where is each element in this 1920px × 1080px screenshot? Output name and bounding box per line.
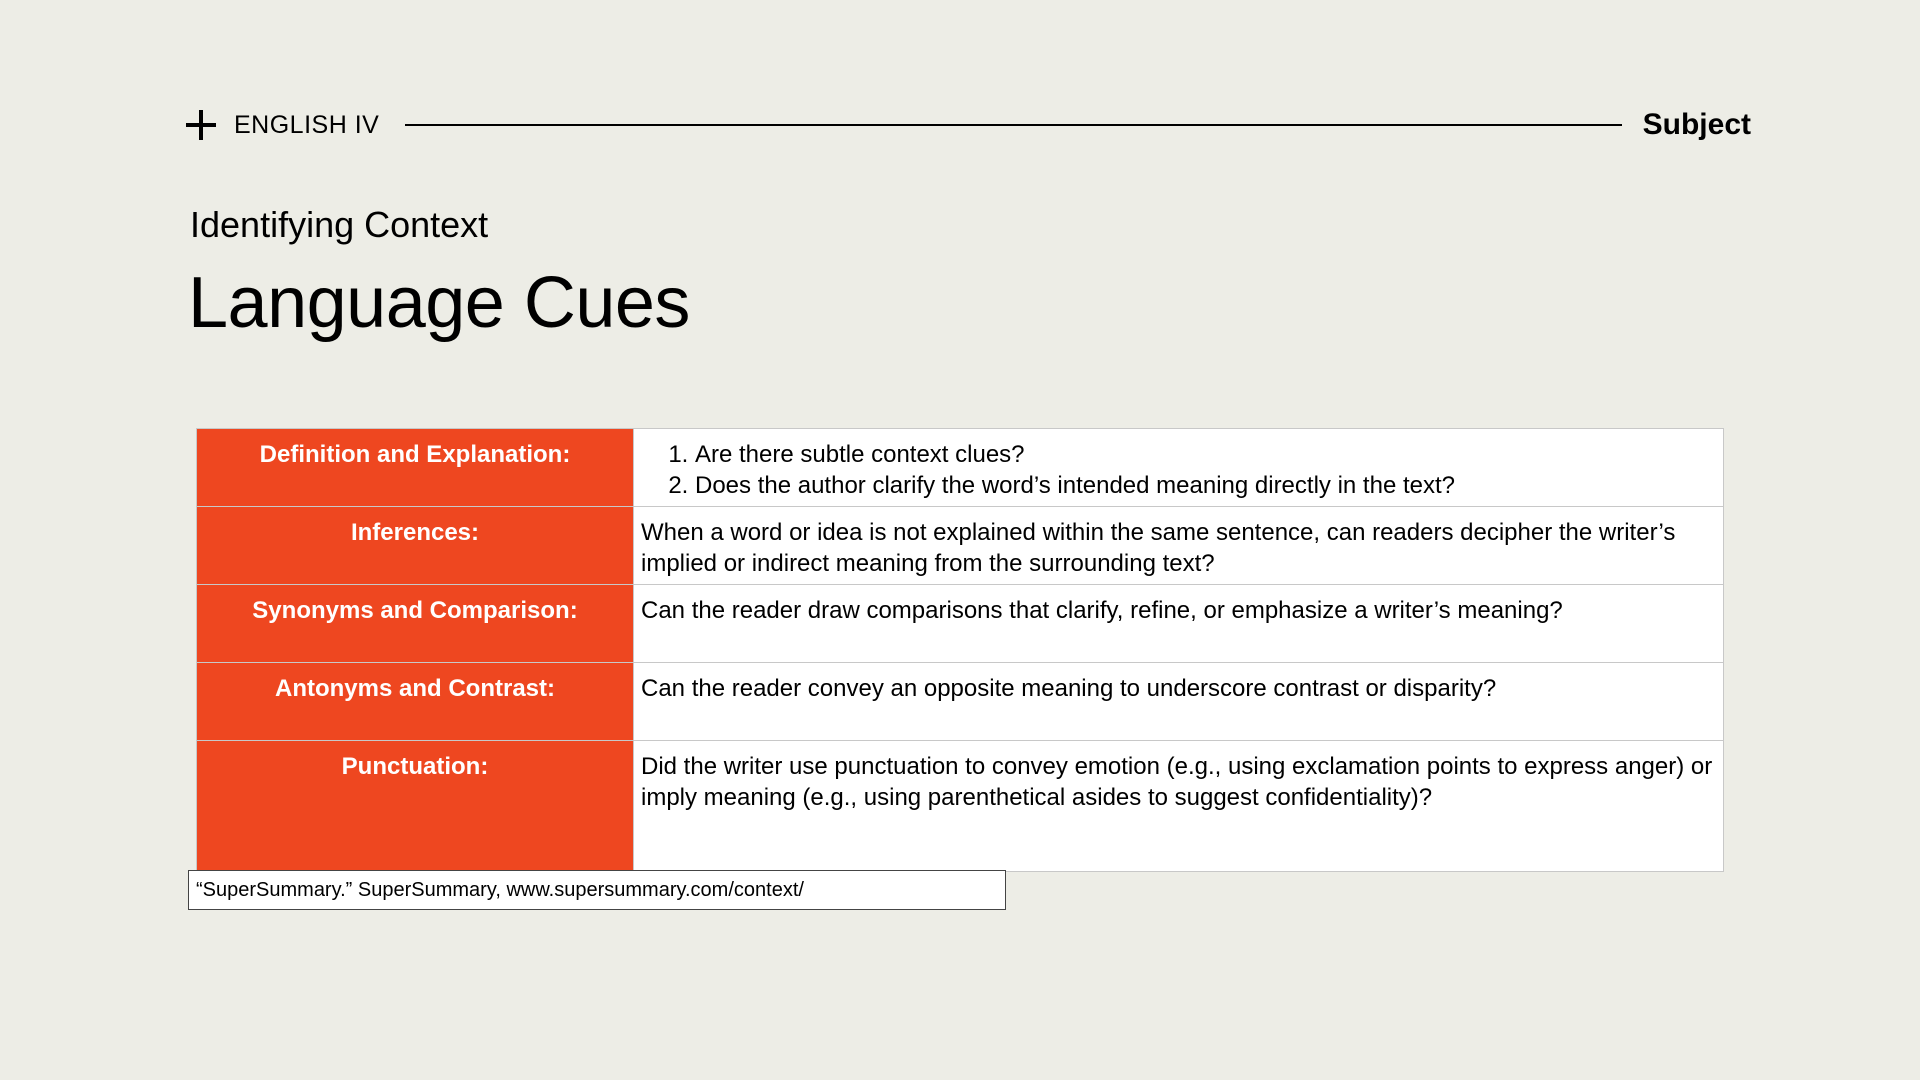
table-row [197, 507, 1724, 585]
table-row [197, 741, 1724, 872]
row-label: Synonyms and Comparison: [197, 585, 634, 663]
row-description: Did the writer use punctuation to convey emotion (e.g., using exclamation points to express anger) or imply meaning (e.g., using parenthetical asides to suggest confidentiality)? [634, 741, 1724, 872]
row-label: Inferences: [197, 507, 634, 585]
list-item: 2. Does the author clarify the word’s intended meaning directly in the text? [695, 470, 1715, 501]
slide-subtitle: Identifying Context [190, 204, 489, 245]
list-item: 1. Are there subtle context clues? [695, 439, 1715, 470]
row-description: When a word or idea is not explained within the same sentence, can readers decipher the writer’s implied or indirect meaning from the surrounding text? [634, 507, 1724, 585]
table-row [197, 429, 1724, 507]
row-label: Punctuation: [197, 741, 634, 872]
row-label: Definition and Explanation: [197, 429, 634, 507]
row-label: Antonyms and Contrast: [197, 663, 634, 741]
row-description: Can the reader convey an opposite meaning to underscore contrast or disparity? [634, 663, 1724, 741]
slide-header [186, 105, 1751, 145]
citation-box: “SuperSummary.” SuperSummary, www.supersummary.com/context/ [188, 870, 1006, 910]
subject-label: Subject [1642, 108, 1751, 141]
plus-icon [186, 110, 216, 140]
language-cues-table [196, 428, 1724, 872]
slide-title: Language Cues [188, 263, 690, 343]
header-divider [405, 124, 1621, 126]
question-list [641, 439, 1715, 501]
table-row [197, 585, 1724, 663]
table-row [197, 663, 1724, 741]
row-description [634, 429, 1724, 507]
row-description: Can the reader draw comparisons that clarify, refine, or emphasize a writer’s meaning? [634, 585, 1724, 663]
course-name: ENGLISH IV [234, 110, 380, 139]
